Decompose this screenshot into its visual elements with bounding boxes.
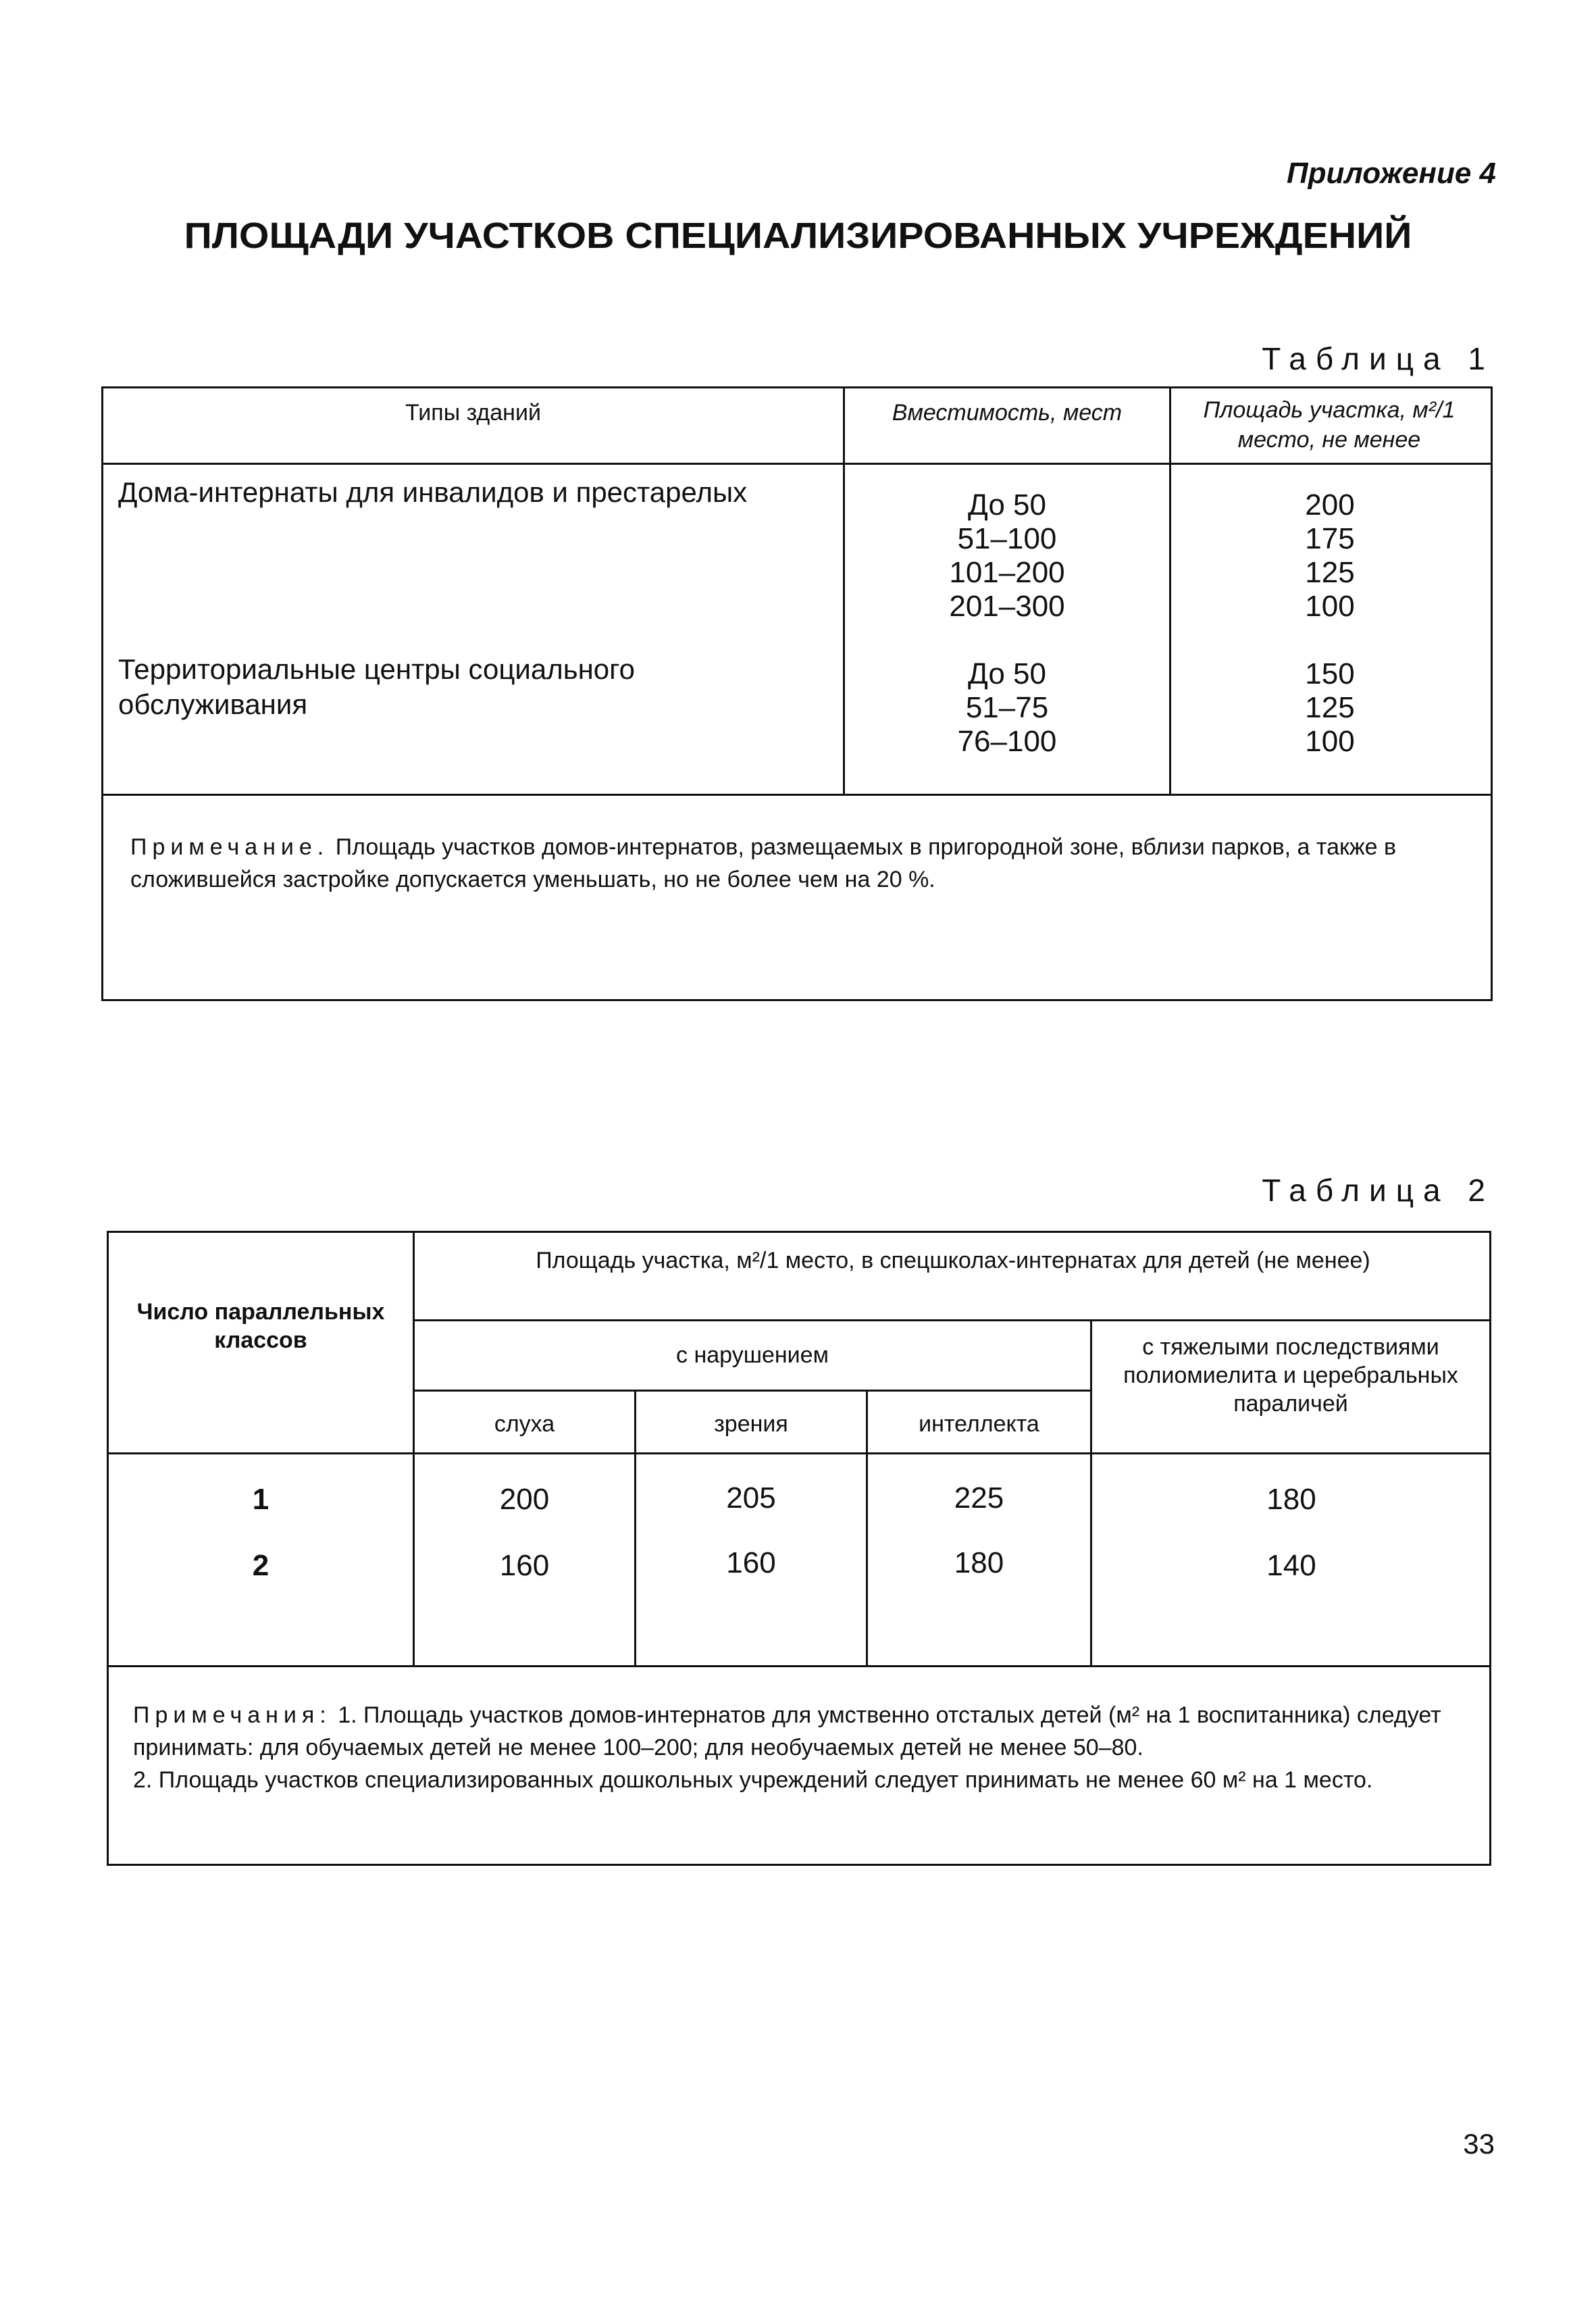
table1-row1-capacity: До 50 (968, 488, 1046, 522)
table1-row1-area: 100 (1305, 590, 1355, 623)
table2-group-divider (413, 1319, 1489, 1321)
table1-note-text: Площадь участков домов-интернатов, размещаемых в пригородной зоне, вблизи парков, а также в сложившейся застройке допускается уменьшать, но не более чем на 20 %. (130, 834, 1397, 892)
table2-header-area-group: Площадь участка, м²/1 место, в спецшколах-интернатах для детей (не менее) (536, 1248, 1370, 1273)
table1-header-type: Типы зданий (405, 400, 541, 426)
table2-note-lead: Примечания: (133, 1702, 332, 1728)
table1-row2-capacities (845, 657, 1169, 759)
table1-row2-type: Территориальные центры социального обслуживания (118, 653, 635, 720)
table1 (101, 386, 1493, 1001)
table1-row1-capacity: 51–100 (957, 522, 1057, 555)
table2-note-2: 2. Площадь участков специализированных дошкольных учреждений следует принимать не менее 60 м² на 1 место. (133, 1767, 1373, 1793)
table1-row1-area: 200 (1305, 488, 1355, 522)
table2-header-polio: с тяжелыми последствиями полиомиелита и церебральных параличей (1123, 1334, 1458, 1417)
table1-row2-area: 125 (1305, 691, 1355, 724)
table2-header-hearing: слуха (494, 1411, 555, 1437)
table2-note-1-line (133, 1699, 1477, 1764)
table1-row2-area: 150 (1305, 657, 1355, 690)
table1-row1-capacity: 101–200 (949, 556, 1065, 589)
document-title: ПЛОЩАДИ УЧАСТКОВ СПЕЦИАЛИЗИРОВАННЫХ УЧРЕЖДЕНИЙ (184, 215, 1412, 256)
table1-note-divider (103, 794, 1491, 796)
table2-row2-polio: 140 (1266, 1549, 1316, 1582)
table1-row2-capacity: 51–75 (965, 691, 1049, 724)
table1-row1-capacities (845, 488, 1169, 624)
table1-row2-areas (1171, 657, 1489, 759)
table2 (107, 1231, 1491, 1866)
table2-row1-vision: 205 (726, 1481, 776, 1515)
table2-subgroup-divider (413, 1390, 1090, 1392)
table2-header-intellect: интеллекта (919, 1411, 1039, 1437)
table2-row1-polio: 180 (1266, 1483, 1316, 1516)
appendix-label: Приложение 4 (1287, 157, 1496, 190)
page-number: 33 (1463, 2128, 1495, 2160)
table1-row1-capacity: 201–300 (949, 590, 1065, 623)
table2-note (133, 1699, 1477, 1796)
table1-row2-capacity: 76–100 (957, 725, 1057, 758)
table1-header-area: Площадь участка, м²/1 место, не менее (1203, 397, 1456, 453)
table1-header-divider (103, 463, 1491, 465)
table1-note-lead: Примечание. (130, 834, 330, 860)
table1-row2-capacity: До 50 (968, 657, 1046, 690)
table1-note (130, 831, 1468, 896)
table2-note-divider (109, 1665, 1489, 1667)
table1-row2-area: 100 (1305, 725, 1355, 758)
table1-row1-type: Дома-интернаты для инвалидов и престарелых (118, 476, 748, 508)
table1-row1-areas (1171, 488, 1489, 624)
table1-row1-area: 175 (1305, 522, 1355, 555)
table2-header-impairment: с нарушением (676, 1342, 829, 1368)
table1-header-capacity: Вместимость, мест (892, 400, 1123, 426)
table2-caption: Таблица 2 (1262, 1173, 1495, 1208)
table2-row1-hearing: 200 (499, 1483, 550, 1516)
table1-caption: Таблица 1 (1262, 341, 1495, 376)
table2-row2-intellect: 180 (954, 1546, 1004, 1579)
table2-row2-hearing: 160 (499, 1549, 550, 1582)
table2-row1-intellect: 225 (954, 1481, 1004, 1515)
table2-header-classes: Число параллельных классов (136, 1299, 385, 1353)
table1-row1-area: 125 (1305, 556, 1355, 589)
table2-header-vision: зрения (714, 1411, 788, 1437)
table2-row2-classes: 2 (252, 1549, 269, 1582)
table2-note-1: 1. Площадь участков домов-интернатов для умственно отсталых детей (м² на 1 воспитанника) следует принимать: для обучаемых детей не менее 100–200; для необучаемых детей не менее 50–80. (133, 1702, 1441, 1760)
table2-row2-vision: 160 (726, 1546, 776, 1579)
table2-header-divider (109, 1452, 1489, 1454)
table2-col-divider-1 (413, 1233, 415, 1665)
table2-row1-classes: 1 (252, 1483, 269, 1516)
